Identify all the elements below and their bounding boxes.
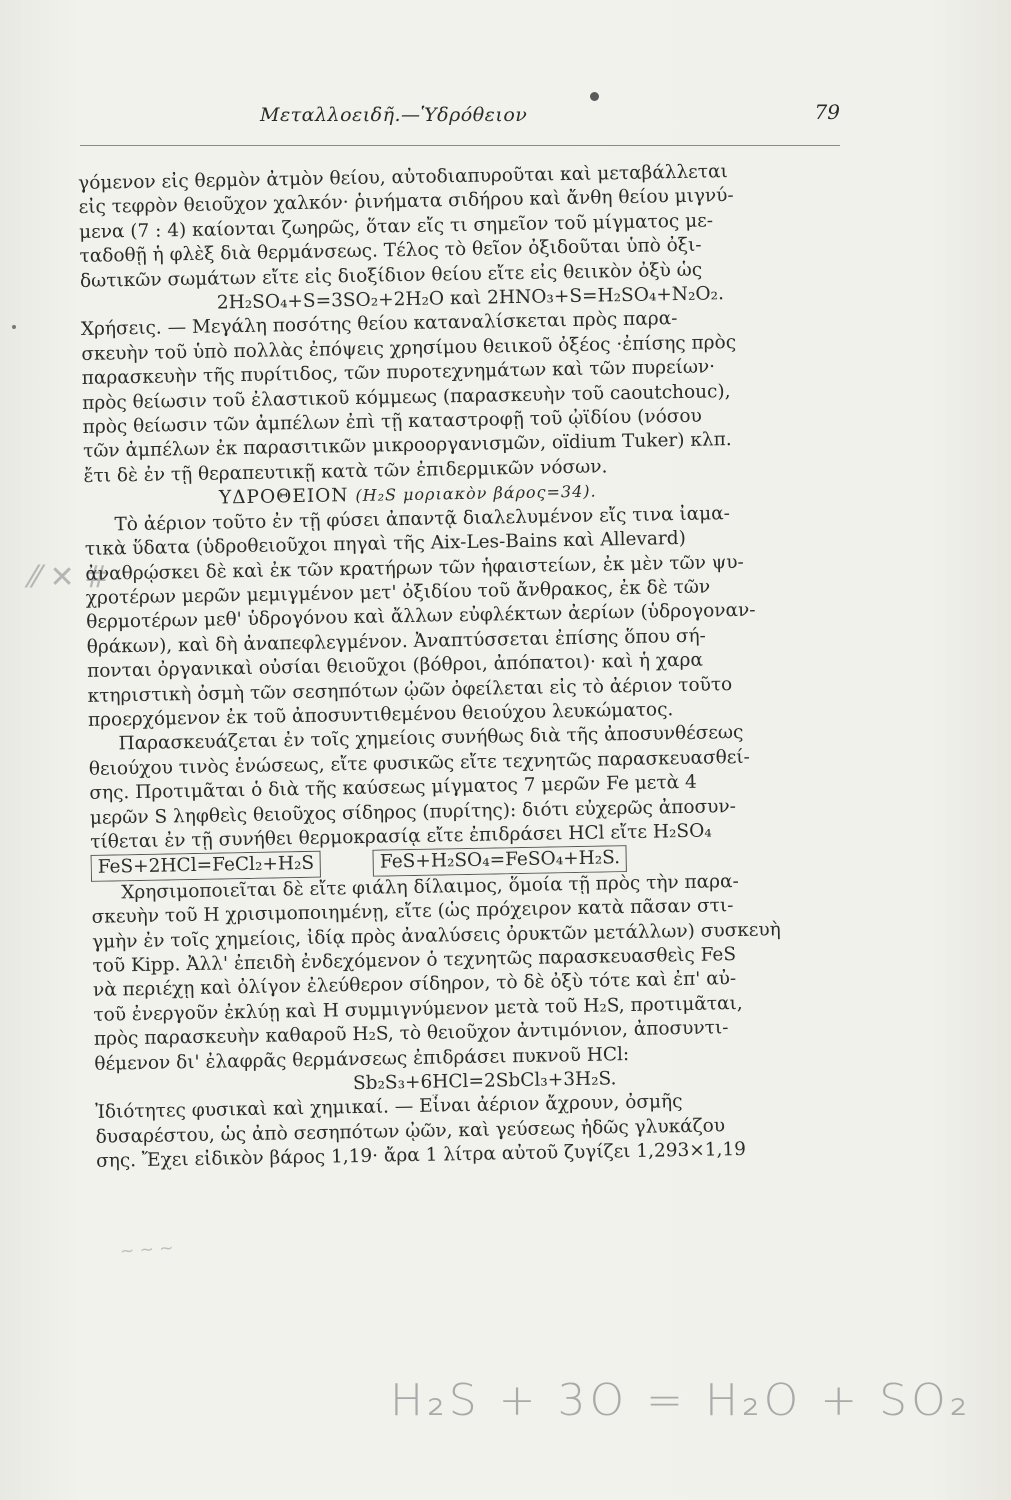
text-line: σης. Ἔχει εἰδικὸν βάρος 1,19· ἄρα 1 λίτρα αὐτοῦ ζυγίζει 1,293×1,19 [95, 1139, 747, 1173]
text-line: σκευὴν τοῦ ὑπὸ πολλὰς ἐπόψεις χρησίμου θειικοῦ ὀξέος ·ἐπίσης πρὸς [81, 331, 737, 365]
text-line: θέμενον δι' ἐλαφρᾶς θερμάνσεως ἐπιδράσει πυκνοῦ HCl: [94, 1043, 630, 1075]
text-line: τίθεται ἐν τῇ συνήθει θερμοκρασίᾳ εἴτε ἐπιδράσει HCl εἴτε H₂SO₄ [90, 820, 712, 853]
text-line: κτηριστικὴ ὀσμὴ τῶν σεσηπότων ᾠῶν ὀφείλεται εἰς τὸ ἀέριον τοῦτο [87, 673, 733, 707]
text-line: Παρασκευάζεται ἐν τοῖς χημείοις συνήθως διὰ τῆς ἀποσυνθέσεως [118, 722, 744, 755]
text-line: πονται ὀργανικαὶ οὐσίαι θειοῦχοι (βόθροι, ἀπόπατοι)· καὶ ἡ χαρα [86, 649, 704, 683]
equation-line: 2H₂SO₄+S=3SO₂+2H₂O καὶ 2HNO₃+S=H₂SO₄+N₂O₂. [216, 283, 725, 314]
text-line: θερμοτέρων μεθ' ὑδρογόνου καὶ ἄλλων εὐφλέκτων ἀερίων (ὑδρογοναν- [86, 599, 756, 634]
text-line: ἔτι δὲ ἐν τῇ θεραπευτικῇ κατὰ τῶν ἐπιδερμικῶν νόσων. [83, 456, 608, 487]
text-line: θράκων), καὶ δὴ ἀναπεφλεγμένον. Ἀναπτύσσεται ἐπίσης ὅπου σή- [86, 625, 707, 658]
text-line: δωτικῶν σωμάτων εἴτε εἰς διοξίδιον θείου εἴτε εἰς θειικὸν ὀξὺ ὡς [79, 259, 703, 292]
text-line: ταδοθῇ ἡ φλὲξ διὰ θερμάνσεως. Τέλος τὸ θεῖον ὀξιδοῦται ὑπὸ ὀξι- [79, 234, 702, 268]
text-line: σης. Προτιμᾶται ὁ διὰ τῆς καύσεως μίγματος 7 μερῶν Fe μετὰ 4 [89, 771, 697, 805]
formula-box-h2so4: FeS+H₂SO₄=FeSO₄+H₂S. [373, 845, 628, 876]
text-line: τῶν ἀμπέλων ἐκ παρασιτικῶν μικροοργανισμῶν, oïdium Tuker) κλπ. [82, 429, 732, 463]
text-line: Ἰδιότητες φυσικαὶ καὶ χημικαί. — Εἶναι ἀέριον ἄχρουν, ὀσμῆς [95, 1091, 683, 1124]
text-line: τοῦ ἐνεργοῦν ἐκλύῃ καὶ H συμμιγνύμενον μετὰ τοῦ H₂S, προτιμᾶται, [93, 992, 743, 1026]
header-rule [80, 145, 840, 146]
text-line: πρὸς θείωσιν τῶν ἀμπέλων ἐπὶ τῇ καταστροφῇ τοῦ ᾠϊδίου (νόσου [82, 405, 703, 439]
text-line: γόμενον εἰς θερμὸν ἀτμὸν θείου, αὐτοδιαπυροῦται καὶ μεταβάλλεται [78, 161, 728, 194]
equation-antimony: Sb₂S₃+6HCl=2SbCl₃+3H₂S. [352, 1068, 617, 1095]
text-line: νὰ περιέχῃ καὶ ὀλίγον ἐλεύθερον σίδηρον, τὸ δὲ ὀξὺ τότε καὶ ἐπ' αὐ- [92, 968, 737, 1002]
text-line: πρὸς θείωσιν τοῦ ἐλαστικοῦ κόμμεως (παρασκευὴν τοῦ caoutchouc), [82, 380, 731, 414]
body-text [78, 158, 876, 1175]
text-line: παρασκευὴν τῆς πυρίτιδος, τῶν πυροτεχνημάτων καὶ τῶν πυρείων· [81, 356, 716, 390]
formula-gap [327, 868, 367, 869]
text-line: χροτέρων μερῶν μεμιγμένον μετ' ὀξιδίου τοῦ ἄνθρακος, ἐκ δὲ τῶν [85, 576, 711, 609]
text-line: τοῦ Kipp. Ἀλλ' ἐπειδὴ ἐνδεχόμενον ὁ τεχνητῶς παρασκευασθεὶς FeS [92, 944, 737, 977]
margin-dot [12, 325, 16, 329]
text-line: ἀναθρῴσκει δὲ καὶ ἐκ τῶν κρατήρων τῶν ἡφαιστείων, ἐκ μὲν τῶν ψυ- [85, 551, 744, 585]
section-formula: (H₂S μοριακὸν βάρος=34). [355, 481, 597, 506]
section-title: ΥΔΡΟΘΕΙΟΝ [218, 485, 349, 509]
formula-box-hcl: FeS+2HCl=FeCl₂+H₂S [91, 851, 322, 882]
text-line: εἰς τεφρὸν θειοῦχον χαλκόν· ῥινήματα σιδήρου καὶ ἄνθη θείου μιγνύ- [78, 185, 734, 219]
text-line: προερχόμενον ἐκ τοῦ ἀποσυντιθεμένου θειούχου λευκώματος. [87, 699, 674, 731]
page-number: 79 [814, 100, 840, 124]
text-line: μενα (7 : 4) καίονται ζωηρῶς, ὅταν εἴς τι σημεῖον τοῦ μίγματος με- [78, 210, 714, 243]
text-line: σκευὴν τοῦ H χρισιμοποιημένῃ, εἴτε (ὡς πρόχειρον κατὰ πᾶσαν στι- [91, 895, 734, 929]
text-line: Χρησιμοποιεῖται δὲ εἴτε φιάλη δίλαιμος, ὅμοία τῇ πρὸς τὴν παρα- [121, 870, 740, 904]
text-line: δυσαρέστου, ὡς ἀπὸ σεσηπότων ᾠῶν, καὶ γεύσεως ἠδῶς γλυκάζου [95, 1115, 726, 1148]
running-title: Μεταλλοειδῆ.—Ὑδρόθειον [260, 104, 528, 126]
text-line: Χρήσεις. — Μεγάλη ποσότης θείου καταναλίσκεται πρὸς παρα- [80, 308, 678, 341]
page-header [240, 96, 840, 136]
text-line: γμὴν ἐν τοῖς χημείοις, ἰδίᾳ πρὸς ἀναλύσεις ὀρυκτῶν μετάλλων) συσκευὴ [91, 918, 781, 953]
text-line: μερῶν S ληφθεὶς θειοῦχος σίδηρος (πυρίτης): διότι εὐχερῶς ἀποσυν- [89, 795, 737, 829]
text-line: Τὸ ἀέριον τοῦτο ἐν τῇ φύσει ἀπαντᾷ διαλελυμένον εἴς τινα ἰαμα- [114, 502, 731, 536]
pencil-scribble: ~ ~ ~ [119, 1238, 175, 1262]
text-line: πρὸς παρασκευὴν καθαροῦ H₂S, τὸ θειοῦχον ἀντιμόνιον, ἀποσυντι- [93, 1017, 729, 1051]
pencil-formula: H₂S + 3O = H₂O + SO₂ [390, 1375, 972, 1426]
text-line: θειούχου τινὸς ἑνώσεως, εἴτε φυσικῶς εἴτε τεχνητῶς παρασκευασθεί- [88, 746, 751, 780]
margin-pencil-mark: ⁄⁄ ✕ # [30, 560, 110, 595]
text-line: τικὰ ὕδατα (ὑδροθειοῦχοι πηγαὶ τῆς Aix-Les-Bains καὶ Allevard) [84, 528, 687, 561]
